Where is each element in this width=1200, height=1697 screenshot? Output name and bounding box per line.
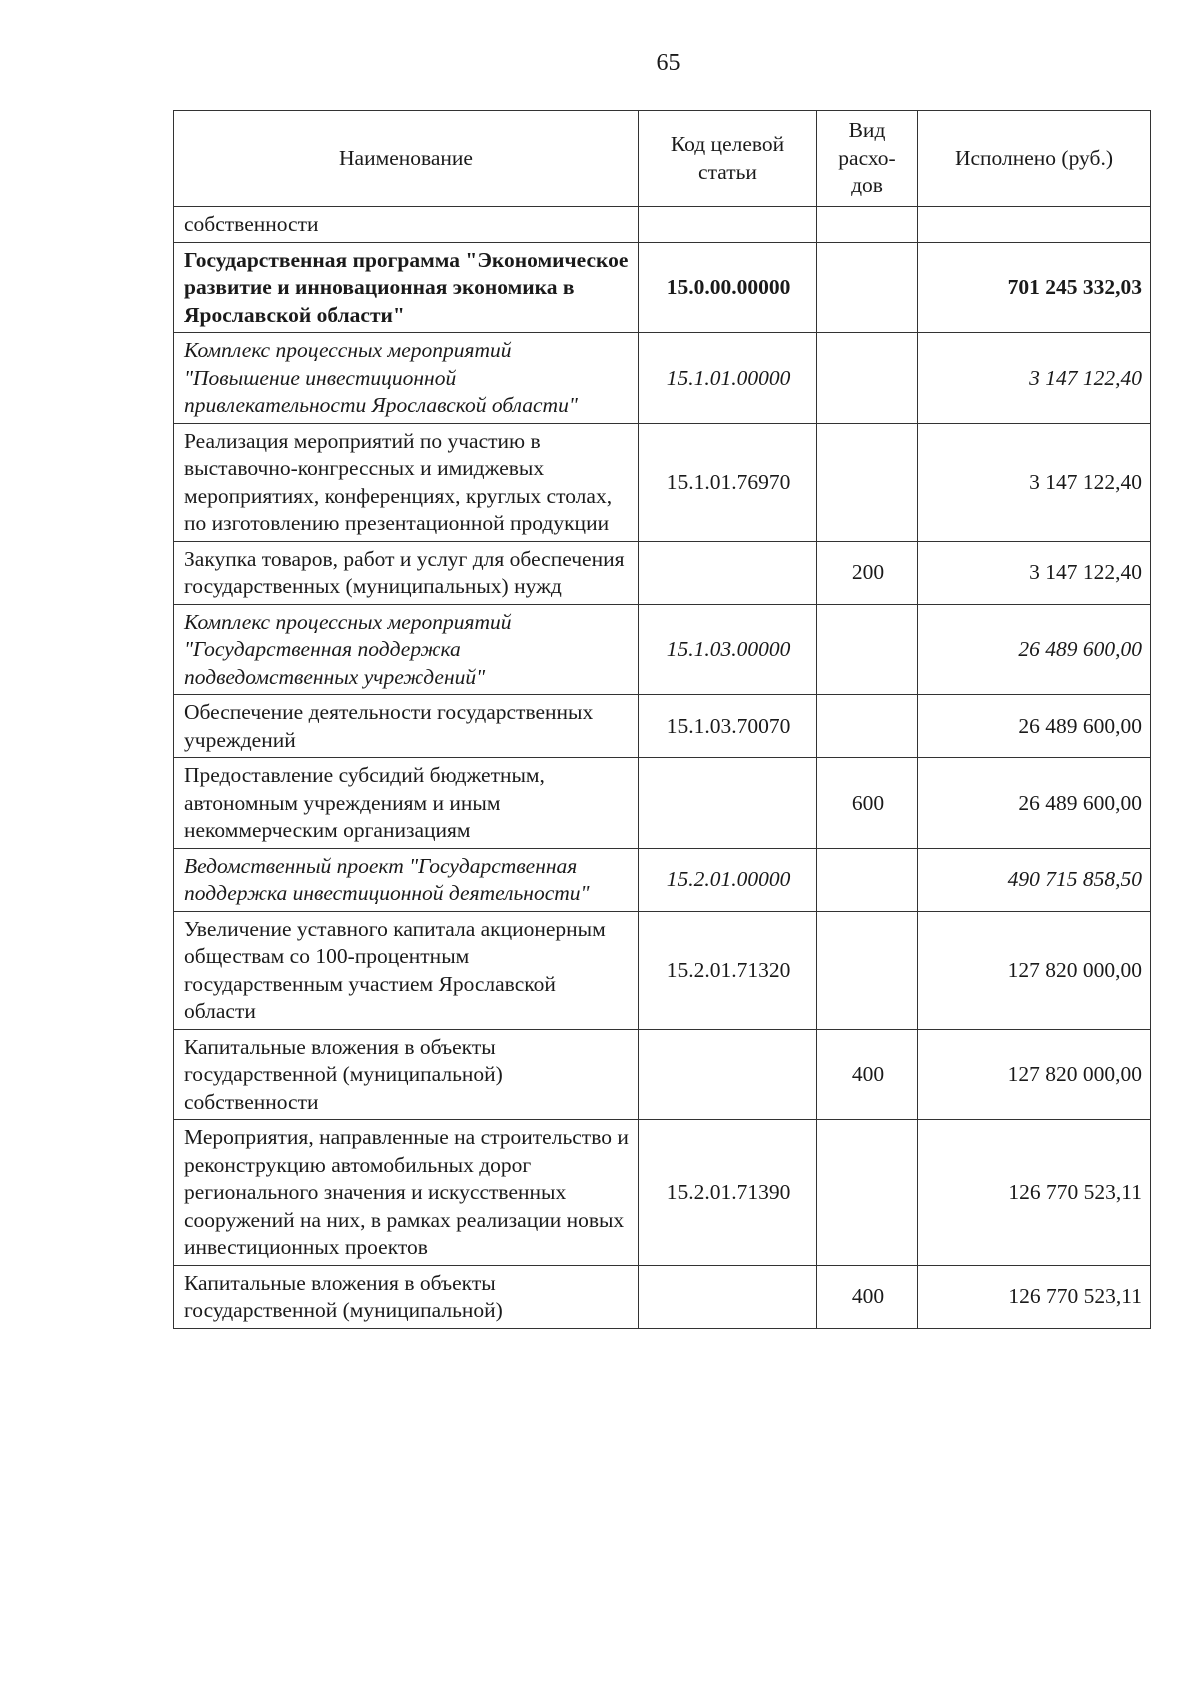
row-expense-type [817, 695, 918, 758]
row-expense-type [817, 207, 918, 243]
table-row [174, 1265, 1151, 1328]
row-amount [918, 207, 1151, 243]
row-expense-type [817, 604, 918, 695]
row-code: 15.2.01.71320 [639, 911, 817, 1029]
row-name: Ведомственный проект "Государственная поддержка инвестиционной деятельности" [174, 848, 639, 911]
row-code [639, 541, 817, 604]
header-amount: Исполнено (руб.) [918, 111, 1151, 207]
table-row [174, 911, 1151, 1029]
row-code [639, 1265, 817, 1328]
table-row [174, 848, 1151, 911]
row-amount: 26 489 600,00 [918, 695, 1151, 758]
row-code: 15.2.01.71390 [639, 1120, 817, 1266]
row-code [639, 758, 817, 849]
row-amount: 127 820 000,00 [918, 1029, 1151, 1120]
row-code [639, 207, 817, 243]
table-body [174, 207, 1151, 1329]
table-row [174, 1120, 1151, 1266]
row-name: Капитальные вложения в объекты государственной (муниципальной) собственности [174, 1029, 639, 1120]
table-row [174, 242, 1151, 333]
row-amount: 127 820 000,00 [918, 911, 1151, 1029]
row-name: Мероприятия, направленные на строительство и реконструкцию автомобильных дорог регионального значения и искусственных сооружений на них, в рамках реализации новых инвестиционных проектов [174, 1120, 639, 1266]
row-code: 15.1.03.00000 [639, 604, 817, 695]
row-code: 15.1.01.76970 [639, 423, 817, 541]
row-expense-type: 600 [817, 758, 918, 849]
page-number: 65 [656, 50, 681, 76]
row-amount: 3 147 122,40 [918, 423, 1151, 541]
row-amount: 701 245 332,03 [918, 242, 1151, 333]
row-amount: 26 489 600,00 [918, 758, 1151, 849]
row-name: собственности [174, 207, 639, 243]
header-expense-type: Вид расхо-дов [817, 111, 918, 207]
row-name: Государственная программа "Экономическое развитие и инновационная экономика в Ярославской области" [174, 242, 639, 333]
row-code: 15.1.01.00000 [639, 333, 817, 424]
row-name: Закупка товаров, работ и услуг для обеспечения государственных (муниципальных) нужд [174, 541, 639, 604]
row-name: Реализация мероприятий по участию в выставочно-конгрессных и имиджевых мероприятиях, конференциях, круглых столах, по изготовлению презентационной продукции [174, 423, 639, 541]
table-row [174, 758, 1151, 849]
header-name: Наименование [174, 111, 639, 207]
row-name: Предоставление субсидий бюджетным, автономным учреждениям и иным некоммерческим организациям [174, 758, 639, 849]
header-code: Код целевой статьи [639, 111, 817, 207]
row-amount: 126 770 523,11 [918, 1120, 1151, 1266]
row-expense-type [817, 333, 918, 424]
row-expense-type: 400 [817, 1029, 918, 1120]
row-code: 15.0.00.00000 [639, 242, 817, 333]
row-amount: 3 147 122,40 [918, 541, 1151, 604]
table-row [174, 1029, 1151, 1120]
row-amount: 3 147 122,40 [918, 333, 1151, 424]
row-expense-type [817, 848, 918, 911]
row-amount: 126 770 523,11 [918, 1265, 1151, 1328]
table-row [174, 695, 1151, 758]
table-row [174, 207, 1151, 243]
row-expense-type [817, 911, 918, 1029]
table-row [174, 541, 1151, 604]
table-header [174, 111, 1151, 207]
row-code: 15.2.01.00000 [639, 848, 817, 911]
row-name: Обеспечение деятельности государственных учреждений [174, 695, 639, 758]
row-name: Увеличение уставного капитала акционерным обществам со 100-процентным государственным участием Ярославской области [174, 911, 639, 1029]
row-expense-type [817, 1120, 918, 1266]
row-name: Комплекс процессных мероприятий "Государственная поддержка подведомственных учреждений" [174, 604, 639, 695]
row-code [639, 1029, 817, 1120]
row-name: Капитальные вложения в объекты государственной (муниципальной) [174, 1265, 639, 1328]
row-code: 15.1.03.70070 [639, 695, 817, 758]
row-amount: 490 715 858,50 [918, 848, 1151, 911]
table-row [174, 423, 1151, 541]
row-amount: 26 489 600,00 [918, 604, 1151, 695]
row-expense-type: 400 [817, 1265, 918, 1328]
row-expense-type [817, 423, 918, 541]
table-row [174, 604, 1151, 695]
row-name: Комплекс процессных мероприятий "Повышение инвестиционной привлекательности Ярославской области" [174, 333, 639, 424]
row-expense-type: 200 [817, 541, 918, 604]
row-expense-type [817, 242, 918, 333]
budget-execution-table [173, 110, 1151, 1329]
table-row [174, 333, 1151, 424]
